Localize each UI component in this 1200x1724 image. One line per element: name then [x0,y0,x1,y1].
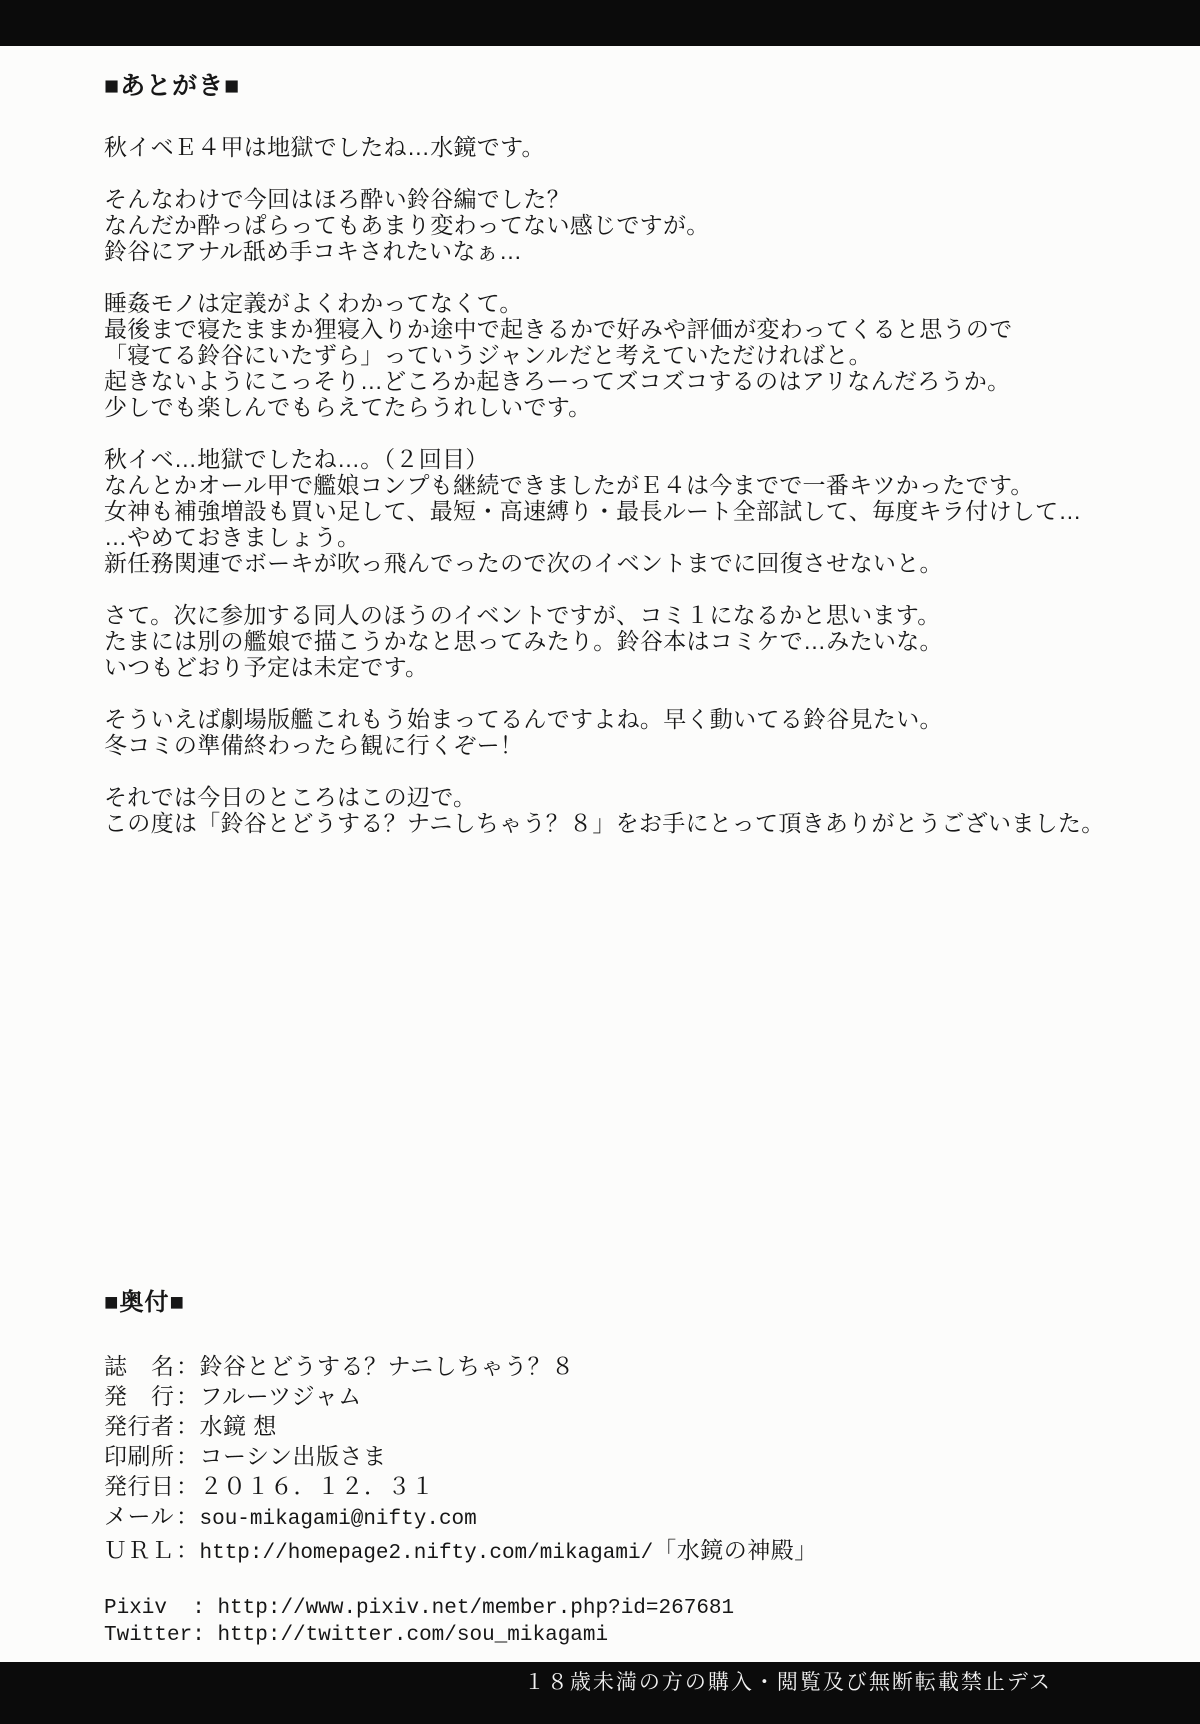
colophon-label: 誌 名 [104,1353,175,1379]
text-line: そういえば劇場版艦これもう始まってるんですよね。早く動いてる鈴谷見たい。 [104,706,943,732]
text-line: 「寝てる鈴谷にいたずら」っていうジャンルだと考えていただければと。 [104,342,872,368]
text-line: それでは今日のところはこの辺で。 [104,784,477,810]
colophon-value: ２０１６．１２．３１ [199,1473,435,1499]
email-address: sou-mikagami@nifty.com [199,1508,477,1531]
afterword-paragraph [104,602,1160,680]
twitter-row [104,1622,1160,1649]
text-line: 新任務関連でボーキが吹っ飛んでったので次のイベントまでに回復させないと。 [104,550,943,576]
pixiv-url: http://www.pixiv.net/member.php?id=267681 [217,1597,735,1620]
colophon-row-email [104,1501,1160,1535]
text-line: 睡姦モノは定義がよくわかってなくて。 [104,290,523,316]
colophon-row-url [104,1535,1160,1569]
text-line: …やめておきましょう。 [104,524,361,550]
text-line: たまには別の艦娘で描こうかなと思ってみたり。鈴谷本はコミケで…みたいな。 [104,628,943,654]
colophon-value: フルーツジャム [199,1383,362,1409]
colophon-links [104,1595,1160,1649]
text-line: 女神も補強増設も買い足して、最短・高速縛り・最長ルート全部試して、毎度キラ付けして… [104,498,1082,524]
text-line: 最後まで寝たままか狸寝入りか途中で起きるかで好みや評価が変わってくると思うので [104,316,1013,342]
text-line: 起きないようにこっそり…どころか起きろーってズコズコするのはアリなんだろうか。 [104,368,1011,394]
colophon-separator: ： [176,1537,200,1563]
text-line: さて。次に参加する同人のほうのイベントですが、コミ１になるかと思います。 [104,602,941,628]
afterword-paragraph [104,186,1160,264]
afterword-paragraph [104,134,1160,160]
colophon-row-publisher [104,1381,1160,1411]
colophon-label: 発行日 [104,1473,175,1499]
colophon-row-printer [104,1441,1160,1471]
colophon-separator: ： [176,1383,200,1409]
twitter-url: http://twitter.com/sou_mikagami [217,1624,609,1647]
afterword-paragraph [104,706,1160,758]
colophon-label: ＵＲＬ [104,1537,175,1563]
text-line: なんだか酔っぱらってもあまり変わってない感じですが。 [104,212,710,238]
link-separator: : [167,1597,218,1620]
bottom-border-bar [0,1662,1200,1724]
link-separator: : [192,1624,218,1647]
colophon-separator: ： [176,1353,200,1379]
colophon-label: 印刷所 [104,1443,175,1469]
text-line: 冬コミの準備終わったら観に行くぞー！ [104,732,524,758]
pixiv-row [104,1595,1160,1622]
afterword-paragraph [104,784,1160,836]
colophon-row-title [104,1351,1160,1381]
text-line: 秋イベＥ４甲は地獄でしたね…水鏡です。 [104,134,545,160]
text-line: 少しでも楽しんでもらえてたらうれしいです。 [104,394,592,420]
text-line: いつもどおり予定は未定です。 [104,654,429,680]
colophon-label: 発行者 [104,1413,175,1439]
text-line: 秋イベ…地獄でしたね…。（２回目） [104,446,489,472]
link-label: Pixiv [104,1597,168,1620]
colophon-value: 鈴谷とどうする？ナニしちゃう？８ [199,1353,575,1379]
text-line: なんとかオール甲で艦娘コンプも継続できましたがＥ４は今までで一番キツかったです。 [104,472,1034,498]
colophon-row-author [104,1411,1160,1441]
link-label: Twitter [104,1624,193,1647]
colophon-heading: ■奥付■ [104,1289,185,1316]
colophon-row-date [104,1471,1160,1501]
text-line: そんなわけで今回はほろ酔い鈴谷編でした？ [104,186,570,212]
homepage-url: http://homepage2.nifty.com/mikagami/ [199,1542,654,1565]
afterword-paragraph [104,446,1160,576]
text-line: この度は「鈴谷とどうする？ナニしちゃう？８」をお手にとって頂きありがとうございました。 [104,810,1105,836]
afterword-section [104,66,1160,836]
colophon-value: 水鏡 想 [199,1413,277,1439]
colophon-separator: ： [176,1503,200,1529]
colophon-label: 発 行 [104,1383,175,1409]
colophon-value: コーシン出版さま [199,1443,387,1469]
colophon-section [104,1282,1160,1649]
afterword-paragraph [104,290,1160,420]
top-border-bar [0,0,1200,46]
colophon-separator: ： [176,1443,200,1469]
colophon-separator: ： [176,1413,200,1439]
afterword-heading: ■あとがき■ [104,72,241,100]
age-restriction-notice: １８歳未満の方の購入・閲覧及び無断転載禁止デス [523,1671,1052,1694]
colophon-separator: ： [176,1473,200,1499]
colophon-label: メール [104,1503,175,1529]
text-line: 鈴谷にアナル舐め手コキされたいなぁ… [104,238,523,264]
homepage-name: 「水鏡の神殿」 [653,1537,818,1563]
